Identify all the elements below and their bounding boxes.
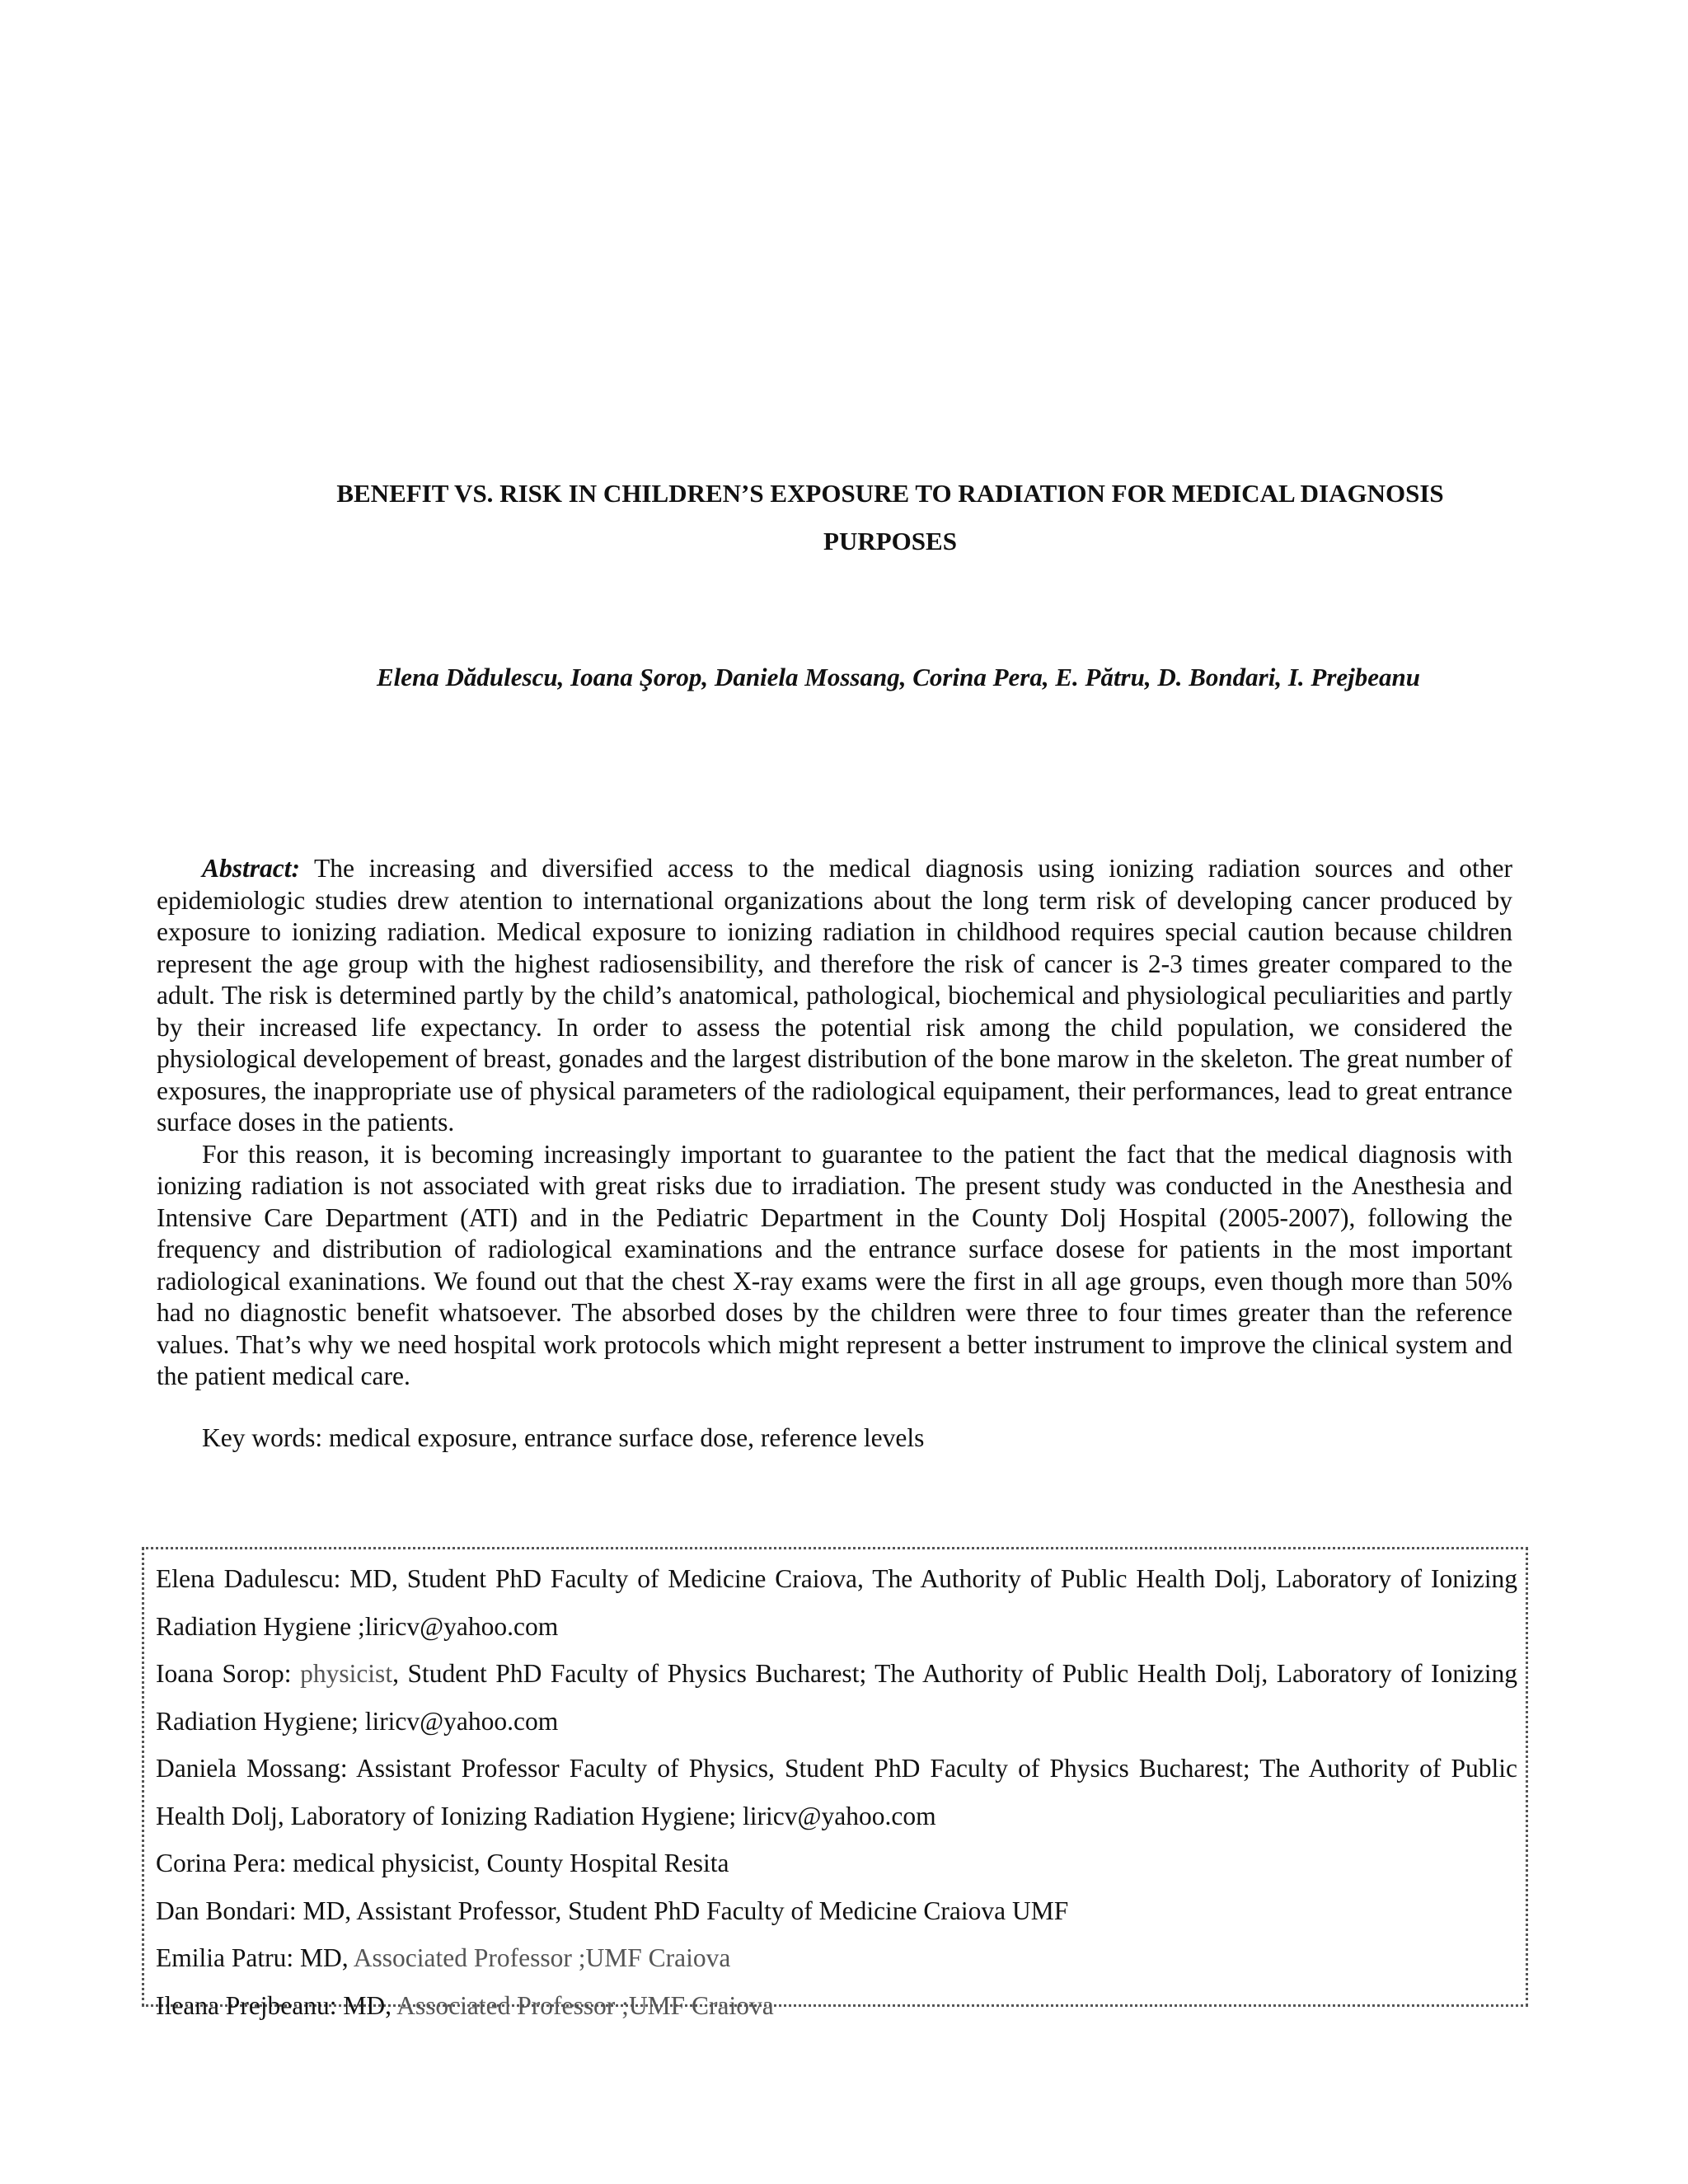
- affiliation-sorop-rest: , Student PhD Faculty of Physics Bucharest; The Authority of Public Health Dolj, Laboratory of Ionizing Radiation Hygiene; liricv@yahoo.com: [156, 1659, 1517, 1736]
- affiliation-pera: Corina Pera: medical physicist, County Hospital Resita: [156, 1849, 729, 1877]
- abstract: [157, 853, 1512, 1393]
- affiliation-patru-name: Emilia Patru: MD,: [156, 1943, 354, 1972]
- affiliation-mossang: Daniela Mossang: Assistant Professor Faculty of Physics, Student PhD Faculty of Physics Bucharest; The Authority of Public Health Dolj, Laboratory of Ionizing Radiation Hygiene; liricv@yahoo.com: [156, 1754, 1517, 1830]
- abstract-label: Abstract:: [202, 854, 301, 883]
- keywords: Key words: medical exposure, entrance surface dose, reference levels: [202, 1423, 925, 1452]
- author-list: Elena Dădulescu, Ioana Şorop, Daniela Mossang, Corina Pera, E. Pătru, D. Bondari, I. Prejbeanu: [376, 663, 1421, 691]
- abstract-paragraph-1: [157, 853, 1512, 1139]
- affiliation-patru-role: Associated Professor ;UMF Craiova: [353, 1943, 731, 1972]
- affiliation-dadulescu: Elena Dadulescu: MD, Student PhD Faculty of Medicine Craiova, The Authority of Public Health Dolj, Laboratory of Ionizing Radiation Hygiene ;liricv@yahoo.com: [156, 1564, 1517, 1641]
- affiliation-prejbeanu-name: Ileana Prejbeanu: MD,: [156, 1990, 397, 2020]
- abstract-paragraph-2: For this reason, it is becoming increasingly important to guarantee to the patient the fact that the medical diagnosis with ionizing radiation is not associated with great risks due to irradiation. The present study was conducted in the Anesthesia and Intensive Care Department (ATI) and in the Pediatric Department in the County Dolj Hospital (2005-2007), following the frequency and distribution of radiological examinations and the entrance surface dosese for patients in the most important radiological exaninations. We found out that the chest X-ray exams were the first in all age groups, even though more than 50% had no diagnostic benefit whatsoever. The absorbed doses by the children were three to four times greater than the reference values. That’s why we need hospital work protocols which might represent a better instrument to improve the clinical system and the patient medical care.: [157, 1139, 1512, 1390]
- affiliation-patru: [156, 1934, 1517, 1982]
- affiliation-sorop-role: physicist: [300, 1659, 393, 1688]
- abstract-text-1: The increasing and diversified access to the medical diagnosis using ionizing radiation sources and other epidemiologic studies drew atention to international organizations about the long term risk of developing cancer produced by exposure to ionizing radiation. Medical exposure to ionizing radiation in childhood requires special caution because children represent the age group with the highest radiosensibility, and therefore the risk of cancer is 2-3 times greater compared to the adult. The risk is determined partly by the child’s anatomical, pathological, biochemical and physiological peculiarities and partly by their increased life expectancy. In order to assess the potential risk among the child population, we considered the physiological developement of breast, gonades and the largest distribution of the bone marow in the skeleton. The great number of exposures, the inappropriate use of physical parameters of the radiological equipament, their performances, lead to great entrance surface doses in the patients.: [157, 854, 1512, 1137]
- affiliation-bondari: Dan Bondari: MD, Assistant Professor, Student PhD Faculty of Medicine Craiova UMF: [156, 1896, 1069, 1925]
- paper-title: [157, 470, 1624, 565]
- affiliation-sorop: [156, 1650, 1517, 1745]
- affiliation-prejbeanu-role: Associated Professor ;UMF Craiova: [396, 1990, 774, 2020]
- affiliation-prejbeanu: [156, 1982, 1517, 2030]
- title-line-1: BENEFIT VS. RISK IN CHILDREN’S EXPOSURE TO RADIATION FOR MEDICAL DIAGNOSIS: [336, 479, 1444, 508]
- affiliation-sorop-name: Ioana Sorop:: [156, 1659, 301, 1688]
- affiliations-box: [142, 1547, 1528, 2020]
- title-line-2: PURPOSES: [823, 527, 957, 555]
